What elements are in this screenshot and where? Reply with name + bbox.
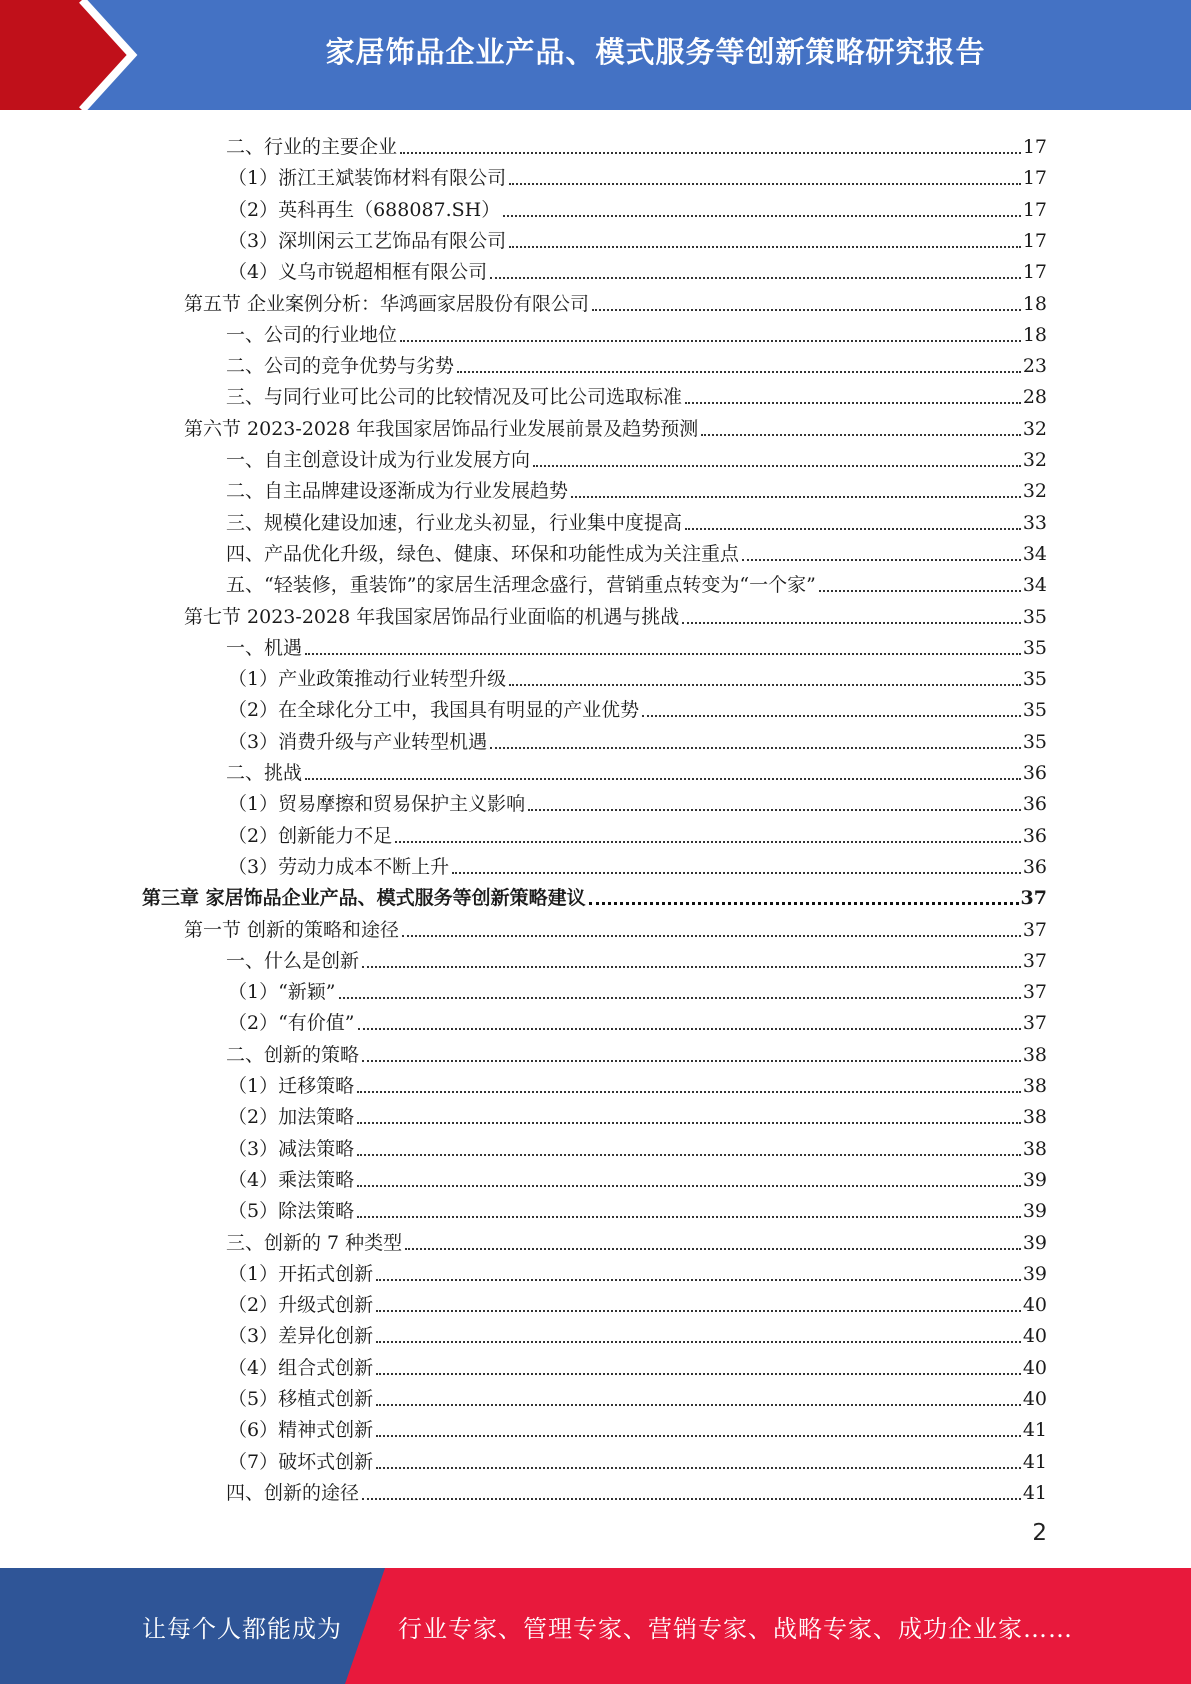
toc-entry-label: （3）劳动力成本不断上升 [228, 856, 450, 878]
toc-leader-dots [395, 841, 1021, 843]
toc-row[interactable] [226, 754, 1047, 785]
toc-entry-label: 第六节 2023-2028 年我国家居饰品行业发展前景及趋势预测 [184, 418, 699, 440]
toc-page-number: 37 [1022, 981, 1047, 1003]
toc-page-number: 32 [1022, 480, 1047, 502]
toc-leader-dots [357, 1091, 1021, 1093]
toc-page-number: 39 [1022, 1200, 1047, 1222]
toc-leader-dots [509, 183, 1021, 185]
toc-leader-dots [376, 1404, 1021, 1406]
toc-entry-label: 三、与同行业可比公司的比较情况及可比公司选取标准 [226, 386, 683, 408]
toc-entry-label: 二、创新的策略 [226, 1044, 360, 1066]
toc-leader-dots [528, 809, 1021, 811]
toc-row[interactable] [228, 222, 1047, 253]
toc-entry-label: 一、机遇 [226, 637, 303, 659]
toc-entry-label: （3）减法策略 [228, 1138, 355, 1160]
toc-leader-dots [376, 1310, 1021, 1312]
toc-leader-dots [362, 966, 1021, 968]
toc-page-number: 38 [1022, 1075, 1047, 1097]
toc-page-number: 34 [1022, 574, 1047, 596]
toc-entry-label: （4）义乌市锐超相框有限公司 [228, 261, 488, 283]
toc-leader-dots [701, 434, 1021, 436]
toc-entry-label: 五、“轻装修，重装饰”的家居生活理念盛行，营销重点转变为“一个家” [226, 574, 816, 596]
toc-row[interactable] [228, 723, 1047, 754]
toc-page-number: 35 [1022, 699, 1047, 721]
toc-entry-label: 四、产品优化升级，绿色、健康、环保和功能性成为关注重点 [226, 543, 740, 565]
toc-leader-dots [376, 1435, 1021, 1437]
toc-row[interactable] [228, 848, 1047, 879]
toc-leader-dots [592, 309, 1021, 311]
toc-leader-dots [376, 1341, 1021, 1343]
toc-page-number: 33 [1022, 512, 1047, 534]
toc-row[interactable] [226, 378, 1047, 409]
page-number: 2 [1032, 1520, 1047, 1546]
toc-leader-dots [642, 715, 1021, 717]
toc-page-number: 39 [1022, 1263, 1047, 1285]
toc-page-number: 17 [1022, 199, 1047, 221]
page-header [0, 0, 1191, 110]
toc-leader-dots [742, 559, 1021, 561]
toc-leader-dots [376, 1467, 1021, 1469]
toc-entry-label: （2）加法策略 [228, 1106, 355, 1128]
toc-leader-dots [490, 277, 1021, 279]
toc-page-number: 35 [1022, 668, 1047, 690]
toc-row[interactable] [226, 629, 1047, 660]
toc-page-number: 23 [1022, 355, 1047, 377]
toc-leader-dots [685, 528, 1021, 530]
toc-entry-label: （1）开拓式创新 [228, 1263, 374, 1285]
toc-row[interactable] [226, 1036, 1047, 1067]
toc-leader-dots [357, 1154, 1021, 1156]
toc-row[interactable] [228, 660, 1047, 691]
toc-page-number: 32 [1022, 449, 1047, 471]
toc-row[interactable] [226, 472, 1047, 503]
toc-page-number: 17 [1022, 167, 1047, 189]
toc-row[interactable] [228, 1380, 1047, 1411]
toc-page-number: 36 [1022, 825, 1047, 847]
toc-entry-label: 二、行业的主要企业 [226, 136, 398, 158]
toc-row[interactable] [228, 1192, 1047, 1223]
toc-row[interactable] [226, 535, 1047, 566]
toc-entry-label: （5）移植式创新 [228, 1388, 374, 1410]
toc-leader-dots [509, 246, 1021, 248]
toc-row[interactable] [226, 347, 1047, 378]
toc-row[interactable] [228, 1255, 1047, 1286]
toc-leader-dots [305, 778, 1021, 780]
toc-entry-label: （2）在全球化分工中，我国具有明显的产业优势 [228, 699, 640, 721]
toc-entry-label: 一、什么是创新 [226, 950, 360, 972]
toc-row[interactable] [228, 817, 1047, 848]
toc-row[interactable] [228, 1317, 1047, 1348]
toc-row[interactable] [228, 1067, 1047, 1098]
toc-entry-label: （2）英科再生（688087.SH） [228, 199, 501, 221]
toc-page-number: 17 [1022, 230, 1047, 252]
toc-entry-label: 二、自主品牌建设逐渐成为行业发展趋势 [226, 480, 569, 502]
toc-page-number: 41 [1022, 1482, 1047, 1504]
toc-page-number: 41 [1022, 1419, 1047, 1441]
toc-leader-dots [357, 1185, 1021, 1187]
toc-page-number: 39 [1022, 1169, 1047, 1191]
toc-page-number: 34 [1022, 543, 1047, 565]
toc-page-number: 41 [1022, 1451, 1047, 1473]
toc-row[interactable] [228, 1286, 1047, 1317]
toc-row[interactable] [228, 973, 1047, 1004]
toc-chapter-row[interactable] [142, 879, 1047, 910]
toc-page-number: 36 [1022, 856, 1047, 878]
footer-slogan-left: 让每个人都能成为 [142, 1614, 342, 1643]
toc-page-number: 40 [1022, 1294, 1047, 1316]
toc-leader-dots [685, 402, 1021, 404]
toc-page-number: 38 [1022, 1138, 1047, 1160]
toc-leader-dots [376, 1373, 1021, 1375]
report-title: 家居饰品企业产品、模式服务等创新策略研究报告 [325, 34, 986, 69]
toc-entry-label: 一、公司的行业地位 [226, 324, 398, 346]
toc-entry-label: （1）产业政策推动行业转型升级 [228, 668, 507, 690]
toc-row[interactable] [228, 785, 1047, 816]
toc-row[interactable] [228, 1161, 1047, 1192]
toc-entry-label: 三、规模化建设加速，行业龙头初显，行业集中度提高 [226, 512, 683, 534]
toc-entry-label: （3）深圳闲云工艺饰品有限公司 [228, 230, 507, 252]
toc-entry-label: （7）破坏式创新 [228, 1451, 374, 1473]
toc-page-number: 40 [1022, 1388, 1047, 1410]
toc-row[interactable] [226, 441, 1047, 472]
page-footer [0, 1568, 1191, 1684]
toc-entry-label: （4）乘法策略 [228, 1169, 355, 1191]
toc-row[interactable] [226, 1224, 1047, 1255]
toc-entry-label: （2）创新能力不足 [228, 825, 393, 847]
toc-entry-label: （1）贸易摩擦和贸易保护主义影响 [228, 793, 526, 815]
toc-leader-dots [452, 872, 1021, 874]
toc-entry-label: （6）精神式创新 [228, 1419, 374, 1441]
toc-page-number: 38 [1022, 1044, 1047, 1066]
toc-row[interactable] [226, 566, 1047, 597]
toc-entry-label: 三、创新的 7 种类型 [226, 1232, 403, 1254]
toc-row[interactable] [228, 253, 1047, 284]
toc-page-number: 40 [1022, 1325, 1047, 1347]
toc-leader-dots [402, 935, 1021, 937]
toc-page-number: 38 [1022, 1106, 1047, 1128]
toc-page-number: 37 [1020, 887, 1047, 909]
toc-entry-label: 二、挑战 [226, 762, 303, 784]
toc-entry-label: （1）“新颖” [228, 981, 336, 1003]
toc-page-number: 37 [1022, 1012, 1047, 1034]
toc-entry-label: 四、创新的途径 [226, 1482, 360, 1504]
toc-row[interactable] [228, 1443, 1047, 1474]
toc-leader-dots [589, 902, 1019, 905]
toc-row[interactable] [226, 942, 1047, 973]
toc-row[interactable] [228, 159, 1047, 190]
toc-row[interactable] [228, 1130, 1047, 1161]
toc-leader-dots [362, 1498, 1021, 1500]
toc-leader-dots [571, 496, 1021, 498]
toc-row[interactable] [226, 128, 1047, 159]
toc-entry-label: （2）“有价值” [228, 1012, 355, 1034]
toc-row[interactable] [228, 1004, 1047, 1035]
toc-page-number: 35 [1022, 637, 1047, 659]
toc-leader-dots [682, 622, 1021, 624]
toc-page-number: 36 [1022, 762, 1047, 784]
toc-row[interactable] [228, 1349, 1047, 1380]
toc-row[interactable] [228, 191, 1047, 222]
toc-row[interactable] [228, 1098, 1047, 1129]
toc-leader-dots [503, 215, 1021, 217]
footer-slogan-right: 行业专家、管理专家、营销专家、战略专家、成功企业家…… [398, 1614, 1073, 1643]
toc-row[interactable] [226, 504, 1047, 535]
toc-leader-dots [819, 590, 1021, 592]
toc-leader-dots [490, 747, 1021, 749]
toc-entry-label: （3）差异化创新 [228, 1325, 374, 1347]
toc-entry-label: （4）组合式创新 [228, 1357, 374, 1379]
toc-entry-label: 第五节 企业案例分析：华鸿画家居股份有限公司 [184, 293, 590, 315]
toc-page-number: 35 [1022, 606, 1047, 628]
toc-leader-dots [362, 1060, 1021, 1062]
toc-row[interactable] [184, 911, 1047, 942]
toc-page-number: 37 [1022, 950, 1047, 972]
toc-page-number: 39 [1022, 1232, 1047, 1254]
toc-leader-dots [400, 152, 1021, 154]
toc-row[interactable] [228, 691, 1047, 722]
toc-entry-label: 一、自主创意设计成为行业发展方向 [226, 449, 531, 471]
toc-entry-label: （5）除法策略 [228, 1200, 355, 1222]
toc-page-number: 37 [1022, 919, 1047, 941]
toc-page-number: 17 [1022, 136, 1047, 158]
toc-page-number: 18 [1022, 293, 1047, 315]
toc-leader-dots [339, 997, 1021, 999]
toc-leader-dots [457, 371, 1021, 373]
toc-leader-dots [358, 1028, 1021, 1030]
toc-page-number: 18 [1022, 324, 1047, 346]
toc-leader-dots [357, 1216, 1021, 1218]
toc-entry-label: 二、公司的竞争优势与劣势 [226, 355, 455, 377]
toc-page-number: 17 [1022, 261, 1047, 283]
toc-entry-label: （1）迁移策略 [228, 1075, 355, 1097]
toc-entry-label: 第七节 2023-2028 年我国家居饰品行业面临的机遇与挑战 [184, 606, 680, 628]
toc-entry-label: （3）消费升级与产业转型机遇 [228, 731, 488, 753]
toc-row[interactable] [184, 598, 1047, 629]
toc-page-number: 35 [1022, 731, 1047, 753]
toc-entry-label: 第一节 创新的策略和途径 [184, 919, 400, 941]
toc-page-number: 36 [1022, 793, 1047, 815]
toc-leader-dots [357, 1122, 1021, 1124]
toc-entry-label: 第三章 家居饰品企业产品、模式服务等创新策略建议 [142, 887, 586, 909]
toc-row[interactable] [228, 1411, 1047, 1442]
toc-page-number: 28 [1022, 386, 1047, 408]
toc-entry-label: （2）升级式创新 [228, 1294, 374, 1316]
toc-page-number: 40 [1022, 1357, 1047, 1379]
toc-row[interactable] [226, 316, 1047, 347]
toc-row[interactable] [184, 285, 1047, 316]
toc-page-number: 32 [1022, 418, 1047, 440]
toc-row[interactable] [226, 1474, 1047, 1505]
toc-row[interactable] [184, 410, 1047, 441]
toc-leader-dots [405, 1248, 1021, 1250]
toc-entry-label: （1）浙江王斌装饰材料有限公司 [228, 167, 507, 189]
toc-leader-dots [376, 1279, 1021, 1281]
toc-leader-dots [533, 465, 1021, 467]
toc-leader-dots [305, 653, 1021, 655]
toc-leader-dots [400, 340, 1021, 342]
toc-leader-dots [509, 684, 1021, 686]
